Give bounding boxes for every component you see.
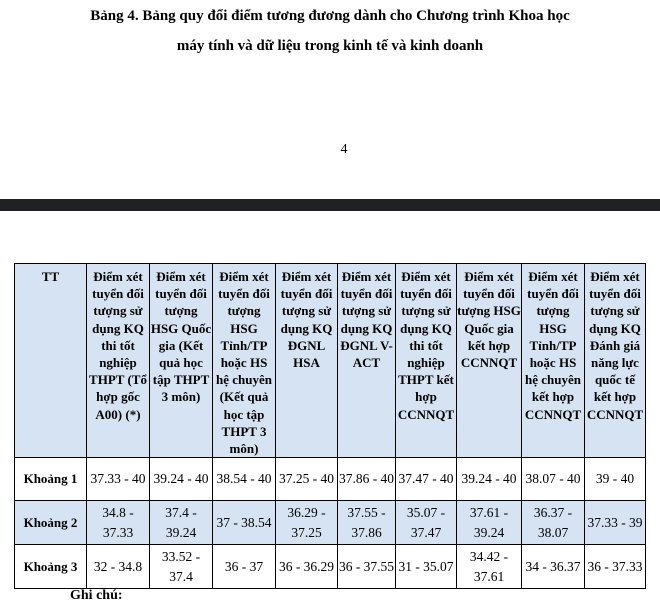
- table-cell: 33.52 - 37.4: [150, 545, 213, 589]
- row-label: Khoảng 1: [15, 458, 87, 501]
- header-col-8: Điểm xét tuyển đối tượng HSG Tỉnh/TP hoặc HS hệ chuyên kết hợp CCNNQT: [522, 264, 585, 458]
- table-title-line-1: Bảng 4. Bảng quy đổi điểm tương đương dành cho Chương trình Khoa học: [90, 8, 570, 24]
- page-break-bar: [0, 199, 660, 211]
- table-cell: 39.24 - 40: [150, 458, 213, 501]
- table-cell: 34.42 - 37.61: [457, 545, 522, 589]
- table-row: [15, 458, 646, 501]
- table-cell: 36 - 37.33: [585, 545, 646, 589]
- table-row: [15, 545, 646, 589]
- table-cell: 35.07 - 37.47: [396, 501, 457, 545]
- table-cell: 37.61 - 39.24: [457, 501, 522, 545]
- header-col-2: Điểm xét tuyển đối tượng HSG Quốc gia (Kết quả học tập THPT 3 môn): [150, 264, 213, 458]
- table-title-line-2: máy tính và dữ liệu trong kinh tế và kinh doanh: [176, 38, 484, 54]
- page-number: 4: [340, 142, 348, 157]
- header-tt: TT: [15, 264, 87, 458]
- table-cell: 36.37 - 38.07: [522, 501, 585, 545]
- header-row: [15, 264, 646, 458]
- table-cell: 38.07 - 40: [522, 458, 585, 501]
- table-cell: 34 - 36.37: [522, 545, 585, 589]
- table-cell: 31 - 35.07: [396, 545, 457, 589]
- table-cell: 38.54 - 40: [213, 458, 276, 501]
- header-col-4: Điểm xét tuyển đối tượng sử dụng KQ ĐGNL HSA: [276, 264, 338, 458]
- table-row: [15, 501, 646, 545]
- table-cell: 36 - 36.29: [276, 545, 338, 589]
- table-cell: 37.33 - 40: [87, 458, 150, 501]
- table-cell: 37.4 - 39.24: [150, 501, 213, 545]
- table-cell: 37 - 38.54: [213, 501, 276, 545]
- header-col-6: Điểm xét tuyển đối tượng sử dụng KQ thi tốt nghiệp THPT kết hợp CCNNQT: [396, 264, 457, 458]
- note-label: Ghi chú:: [70, 588, 123, 603]
- table-cell: 37.86 - 40: [338, 458, 396, 501]
- table-cell: 37.47 - 40: [396, 458, 457, 501]
- row-label: Khoảng 3: [15, 545, 87, 589]
- table-cell: 39.24 - 40: [457, 458, 522, 501]
- header-col-9: Điểm xét tuyển đối tượng sử dụng KQ Đánh giá năng lực quốc tế kết hợp CCNNQT: [585, 264, 646, 458]
- table-cell: 37.33 - 39: [585, 501, 646, 545]
- table-cell: 37.25 - 40: [276, 458, 338, 501]
- table-cell: 36.29 - 37.25: [276, 501, 338, 545]
- table-cell: 36 - 37: [213, 545, 276, 589]
- table-cell: 34.8 - 37.33: [87, 501, 150, 545]
- table-cell: 39 - 40: [585, 458, 646, 501]
- header-col-3: Điểm xét tuyển đối tượng HSG Tỉnh/TP hoặc HS hệ chuyên (Kết quả học tập THPT 3 môn): [213, 264, 276, 458]
- table-cell: 36 - 37.55: [338, 545, 396, 589]
- row-label: Khoảng 2: [15, 501, 87, 545]
- header-col-1: Điểm xét tuyển đối tượng sử dụng KQ thi tốt nghiệp THPT (Tổ hợp gốc A00) (*): [87, 264, 150, 458]
- header-col-5: Điểm xét tuyển đối tượng sử dụng KQ ĐGNL V-ACT: [338, 264, 396, 458]
- table-cell: 37.55 - 37.86: [338, 501, 396, 545]
- table-cell: 32 - 34.8: [87, 545, 150, 589]
- score-conversion-table: [14, 263, 646, 589]
- header-col-7: Điểm xét tuyển đối tượng HSG Quốc gia kết hợp CCNNQT: [457, 264, 522, 458]
